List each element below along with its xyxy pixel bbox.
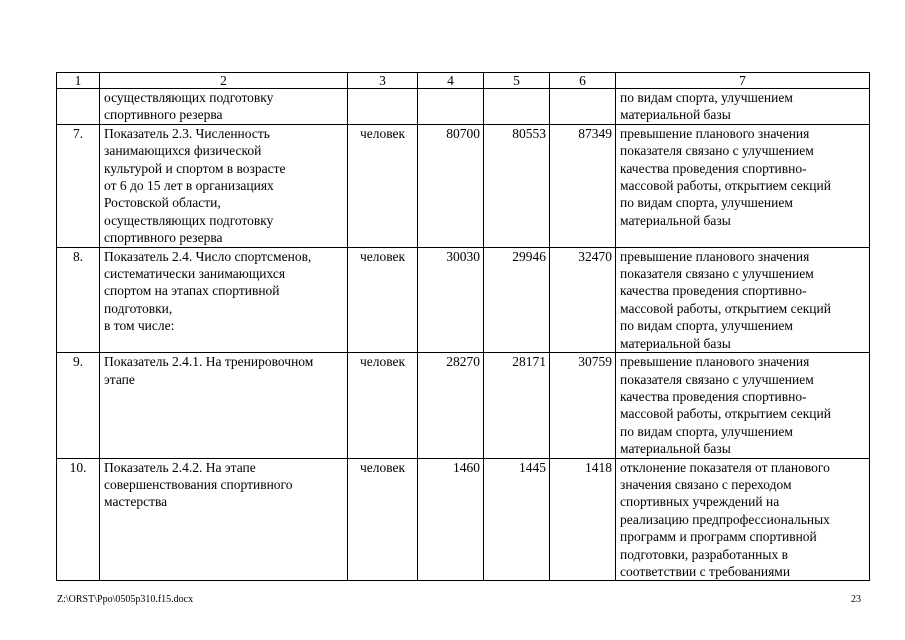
value-col-5: 29946 — [484, 247, 550, 352]
header-cell-1: 1 — [57, 73, 100, 89]
row-number: 10. — [57, 458, 100, 581]
unit-of-measure: человек — [348, 353, 418, 458]
deviation-explanation: по видам спорта, улучшением материальной базы — [616, 89, 870, 125]
indicator-name: Показатель 2.4.1. На тренировочном этапе — [100, 353, 348, 458]
footer-file-path: Z:\ORST\Ppo\0505p310.f15.docx — [57, 594, 194, 605]
header-cell-6: 6 — [550, 73, 616, 89]
header-cell-3: 3 — [348, 73, 418, 89]
value-col-5 — [484, 89, 550, 125]
unit-of-measure: человек — [348, 124, 418, 247]
header-cell-7: 7 — [616, 73, 870, 89]
indicator-name: осуществляющих подготовку спортивного резерва — [100, 89, 348, 125]
indicator-name: Показатель 2.4. Число спортсменов, систематически занимающихся спортом на этапах спортивной подготовки, в том числе: — [100, 247, 348, 352]
row-number: 7. — [57, 124, 100, 247]
value-col-6: 30759 — [550, 353, 616, 458]
value-col-4: 30030 — [418, 247, 484, 352]
table-row — [57, 458, 870, 581]
value-col-4: 28270 — [418, 353, 484, 458]
unit-of-measure: человек — [348, 458, 418, 581]
footer-page-number: 23 — [851, 594, 861, 605]
value-col-6: 1418 — [550, 458, 616, 581]
table-row — [57, 247, 870, 352]
indicator-name: Показатель 2.4.2. На этапе совершенствования спортивного мастерства — [100, 458, 348, 581]
value-col-5: 80553 — [484, 124, 550, 247]
value-col-4 — [418, 89, 484, 125]
unit-of-measure — [348, 89, 418, 125]
column-number-header-row — [57, 73, 870, 89]
value-col-4: 1460 — [418, 458, 484, 581]
indicator-name: Показатель 2.3. Численность занимающихся физической культурой и спортом в возрасте от 6 до 15 лет в организациях Ростовской области, осуществляющих подготовку спортивного резерва — [100, 124, 348, 247]
value-col-6: 32470 — [550, 247, 616, 352]
row-number: 8. — [57, 247, 100, 352]
value-col-6: 87349 — [550, 124, 616, 247]
header-cell-2: 2 — [100, 73, 348, 89]
value-col-5: 1445 — [484, 458, 550, 581]
unit-of-measure: человек — [348, 247, 418, 352]
deviation-explanation: превышение планового значения показателя связано с улучшением качества проведения спортивно- массовой работы, открытием секций по видам спорта, улучшением материальной базы — [616, 353, 870, 458]
value-col-6 — [550, 89, 616, 125]
header-cell-5: 5 — [484, 73, 550, 89]
value-col-5: 28171 — [484, 353, 550, 458]
table-row — [57, 89, 870, 125]
indicators-table — [56, 72, 870, 581]
deviation-explanation: превышение планового значения показателя связано с улучшением качества проведения спортивно- массовой работы, открытием секций по видам спорта, улучшением материальной базы — [616, 247, 870, 352]
row-number: 9. — [57, 353, 100, 458]
deviation-explanation: превышение планового значения показателя связано с улучшением качества проведения спортивно- массовой работы, открытием секций по видам спорта, улучшением материальной базы — [616, 124, 870, 247]
table-row — [57, 353, 870, 458]
deviation-explanation: отклонение показателя от планового значения связано с переходом спортивных учреждений на реализацию предпрофессиональных программ и программ спортивной подготовки, разработанных в соответствии с требованиями — [616, 458, 870, 581]
table-row — [57, 124, 870, 247]
value-col-4: 80700 — [418, 124, 484, 247]
header-cell-4: 4 — [418, 73, 484, 89]
row-number — [57, 89, 100, 125]
